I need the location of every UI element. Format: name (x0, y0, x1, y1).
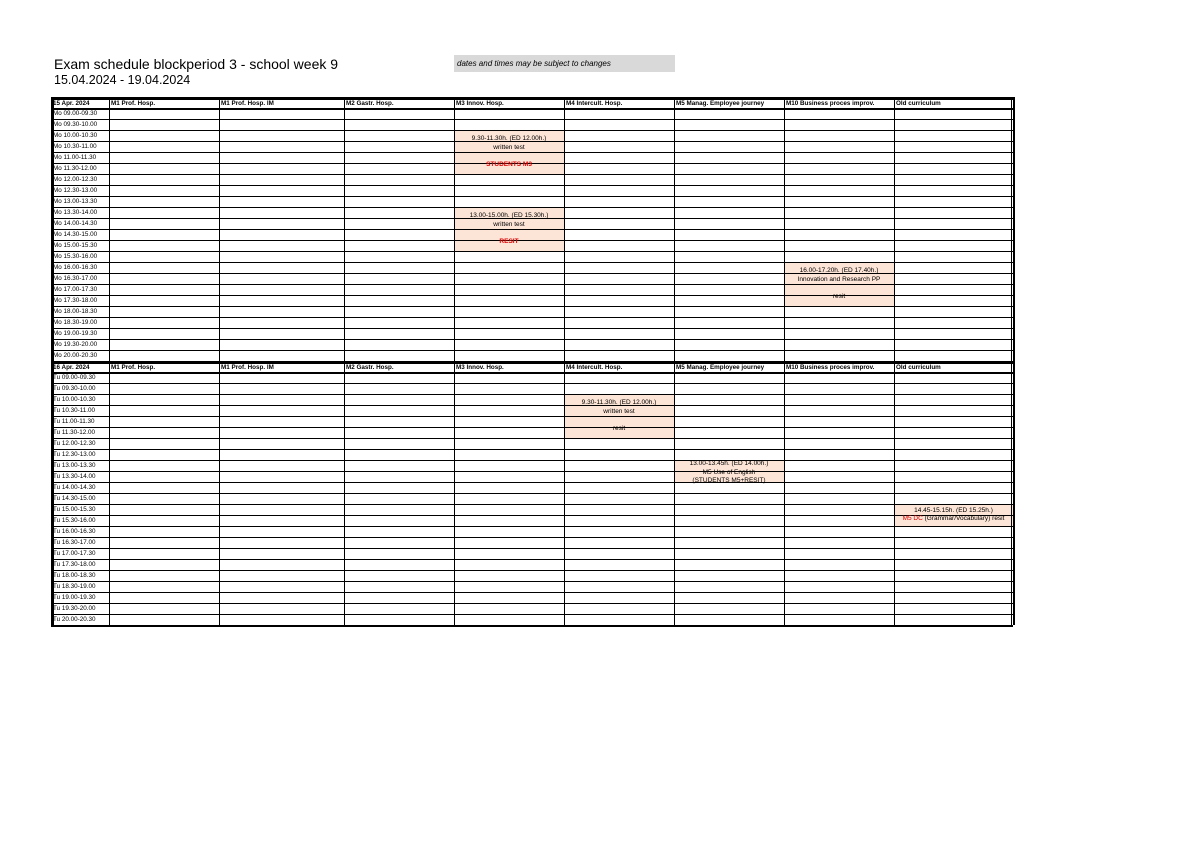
exam-entry-text: 16.00-17.20h. (ED 17.40h.) (799, 267, 879, 274)
exam-entry-text (508, 152, 510, 159)
time-slot-label: Mo 13.00-13.30 (53, 197, 98, 205)
exam-entry-line (454, 135, 564, 144)
column-line (1011, 97, 1012, 625)
row-line (51, 306, 1013, 307)
row-line (51, 383, 1013, 384)
day-header-date: 16 Apr. 2024 (53, 363, 90, 371)
time-slot-label: Tu 14.00-14.30 (53, 483, 96, 491)
time-slot-label: Mo 14.30-15.00 (53, 230, 98, 238)
exam-entry-text: Innovation and Research PP (797, 275, 881, 283)
column-header: M10 Business proces improv. (786, 99, 875, 107)
column-line (219, 97, 220, 625)
exam-schedule-table (51, 97, 1013, 626)
exam-entry (784, 267, 894, 301)
row-line (51, 119, 1013, 120)
row-line (51, 471, 1013, 472)
time-slot-label: Mo 19.30-20.00 (53, 340, 98, 348)
exam-entry-text: M5 Use of English (702, 468, 756, 476)
column-header: M1 Prof. Hosp. (111, 363, 156, 371)
column-header: M2 Gastr. Hosp. (346, 363, 394, 371)
time-slot-label: Tu 11.00-11.30 (53, 417, 95, 425)
time-slot-label: Tu 12.30-13.00 (53, 450, 96, 458)
row-line (51, 515, 1013, 516)
time-slot-label: Mo 10.00-10.30 (53, 131, 98, 139)
row-line (51, 196, 1013, 197)
column-header: M4 Intercult. Hosp. (566, 99, 623, 107)
column-line (1013, 97, 1015, 625)
exam-entry-line (894, 507, 1013, 516)
row-line (51, 449, 1013, 450)
exam-entry (894, 507, 1013, 524)
time-slot-label: Mo 14.00-14.30 (53, 219, 98, 227)
time-slot-label: Mo 20.00-20.30 (53, 351, 98, 359)
time-slot-label: Tu 09.30-10.00 (53, 384, 96, 392)
time-slot-label: Mo 18.00-18.30 (53, 307, 98, 315)
column-header: M5 Manag. Employee journey (676, 99, 765, 107)
row-line (51, 438, 1013, 439)
time-slot-label: Tu 13.00-13.30 (53, 461, 96, 469)
row-line (51, 559, 1013, 560)
time-slot-label: Tu 16.00-16.30 (53, 527, 96, 535)
row-line (51, 504, 1013, 505)
time-slot-label: Mo 10.30-11.00 (53, 142, 97, 150)
row-line (51, 394, 1013, 395)
row-line (51, 207, 1013, 208)
time-slot-label: Mo 11.30-12.00 (53, 164, 97, 172)
time-slot-label: Mo 13.30-14.00 (53, 208, 98, 216)
exam-entry-line (784, 267, 894, 276)
exam-entry-text (508, 229, 510, 236)
row-line (51, 625, 1013, 627)
exam-entry-text: 9.30-11.30h. (ED 12.00h.) (581, 399, 657, 406)
time-slot-label: Mo 16.00-16.30 (53, 263, 98, 271)
time-slot-label: Mo 19.00-19.30 (53, 329, 98, 337)
exam-entry-text: resit (612, 424, 626, 432)
row-line (51, 603, 1013, 604)
exam-entry-line (454, 221, 564, 230)
column-header: M2 Gastr. Hosp. (346, 99, 394, 107)
row-line (51, 614, 1013, 615)
time-slot-label: Mo 16.30-17.00 (53, 274, 98, 282)
exam-entry-suffix: (Grammar/Vocabulary) resit (922, 515, 1005, 522)
exam-entry-line (454, 144, 564, 153)
time-slot-label: Mo 09.30-10.00 (53, 120, 98, 128)
exam-entry-line (894, 515, 1013, 524)
exam-entry-text (618, 416, 620, 423)
column-header: M5 Manag. Employee journey (676, 363, 765, 371)
time-slot-label: Tu 15.00-15.30 (53, 505, 96, 513)
exam-entry-line (454, 152, 564, 161)
column-line (454, 97, 455, 625)
time-slot-label: Mo 12.30-13.00 (53, 186, 98, 194)
exam-entry-line (564, 399, 674, 408)
column-line (344, 97, 345, 625)
time-slot-label: Tu 17.30-18.00 (53, 560, 96, 568)
exam-entry-text: written test (493, 143, 525, 151)
time-slot-label: Mo 12.00-12.30 (53, 175, 98, 183)
exam-entry-text: RESIT (499, 237, 519, 245)
row-line (51, 405, 1013, 406)
column-header: M4 Intercult. Hosp. (566, 363, 623, 371)
exam-entry-text: 9.30-11.30h. (ED 12.00h.) (471, 135, 547, 142)
row-line (51, 570, 1013, 571)
exam-entry-line (784, 276, 894, 285)
exam-entry-line (454, 229, 564, 238)
day-header-date: 15 Apr. 2024 (53, 99, 90, 107)
row-line (51, 130, 1013, 131)
row-line (51, 460, 1013, 461)
exam-entry-text: written test (603, 407, 635, 415)
time-slot-label: Tu 12.00-12.30 (53, 439, 96, 447)
time-slot-label: Tu 19.00-19.30 (53, 593, 96, 601)
time-slot-label: Mo 17.00-17.30 (53, 285, 98, 293)
exam-entry-line (674, 460, 784, 469)
column-header: M1 Prof. Hosp. (111, 99, 156, 107)
exam-entry (674, 460, 784, 486)
time-slot-label: Tu 09.00-09.30 (53, 373, 96, 381)
row-line (51, 328, 1013, 329)
time-slot-label: Tu 20.00-20.30 (53, 615, 96, 623)
exam-entry-text: 14.45-15.15h. (ED 15.25h.) (914, 506, 993, 514)
row-line (51, 262, 1013, 263)
column-header: M3 Innov. Hosp. (456, 99, 504, 107)
row-line (51, 427, 1013, 428)
exam-entry (454, 212, 564, 246)
exam-entry-text: (STUDENTS M5+RESIT) (692, 477, 766, 484)
row-line (51, 185, 1013, 186)
column-line (674, 97, 675, 625)
time-slot-label: Tu 11.30-12.00 (53, 428, 96, 436)
time-slot-label: Tu 15.30-16.00 (53, 516, 96, 524)
exam-entry (454, 135, 564, 169)
exam-entry-line (784, 284, 894, 293)
exam-entry-line (564, 408, 674, 417)
column-header: M1 Prof. Hosp. IM (221, 99, 274, 107)
exam-entry-line (674, 469, 784, 478)
row-line (51, 482, 1013, 483)
exam-entry (564, 399, 674, 433)
row-line (51, 581, 1013, 582)
time-slot-label: Tu 17.00-17.30 (53, 549, 96, 557)
time-slot-label: Tu 13.30-14.00 (53, 472, 96, 480)
row-line (51, 251, 1013, 252)
row-line (51, 174, 1013, 175)
exam-entry-line (454, 161, 564, 170)
row-line (51, 350, 1013, 351)
time-slot-label: Tu 10.30-11.00 (53, 406, 96, 414)
exam-entry-text (838, 284, 840, 291)
time-slot-label: Mo 15.30-16.00 (53, 252, 98, 260)
row-line (51, 416, 1013, 417)
exam-entry-text: written test (493, 220, 525, 228)
row-line (51, 493, 1013, 494)
time-slot-label: Mo 18.30-19.00 (53, 318, 98, 326)
row-line (51, 537, 1013, 538)
column-header: M10 Business proces improv. (786, 363, 875, 371)
exam-entry-line (674, 477, 784, 486)
exam-entry-line (564, 416, 674, 425)
date-range: 15.04.2024 - 19.04.2024 (54, 73, 191, 87)
page-title: Exam schedule blockperiod 3 - school week 9 (54, 56, 339, 72)
exam-entry-text: resit (832, 292, 846, 300)
exam-entry-line (454, 238, 564, 247)
time-slot-label: Tu 16.30-17.00 (53, 538, 96, 546)
time-slot-label: Tu 10.00-10.30 (53, 395, 96, 403)
time-slot-label: Mo 15.00-15.30 (53, 241, 98, 249)
column-header: M1 Prof. Hosp. IM (221, 363, 274, 371)
exam-entry-text: STUDENTS M3 (486, 160, 532, 168)
time-slot-label: Tu 14.30-15.00 (53, 494, 96, 502)
row-line (51, 526, 1013, 527)
time-slot-label: Tu 19.30-20.00 (53, 604, 96, 612)
exam-entry-line (454, 212, 564, 221)
column-header: M3 Innov. Hosp. (456, 363, 504, 371)
column-line (894, 97, 895, 625)
time-slot-label: Mo 11.00-11.30 (53, 153, 97, 161)
row-line (51, 339, 1013, 340)
time-slot-label: Tu 18.00-18.30 (53, 571, 96, 579)
time-slot-label: Mo 17.30-18.00 (53, 296, 98, 304)
row-line (51, 317, 1013, 318)
column-line (784, 97, 785, 625)
exam-entry-text: 13.00-13.45h. (ED 14.00h.) (689, 460, 769, 467)
exam-entry-line (784, 293, 894, 302)
exam-entry-text: M5 DC (902, 515, 923, 522)
exam-entry-line (564, 425, 674, 434)
exam-entry-text: 13.00-15.00h. (ED 15.30h.) (469, 212, 549, 219)
time-slot-label: Mo 09.00-09.30 (53, 109, 98, 117)
column-header: Old curriculum (896, 363, 941, 371)
row-line (51, 548, 1013, 549)
column-header: Old curriculum (896, 99, 941, 107)
change-notice: dates and times may be subject to changes (454, 55, 675, 72)
row-line (51, 592, 1013, 593)
column-line (564, 97, 565, 625)
time-slot-label: Tu 18.30-19.00 (53, 582, 96, 590)
